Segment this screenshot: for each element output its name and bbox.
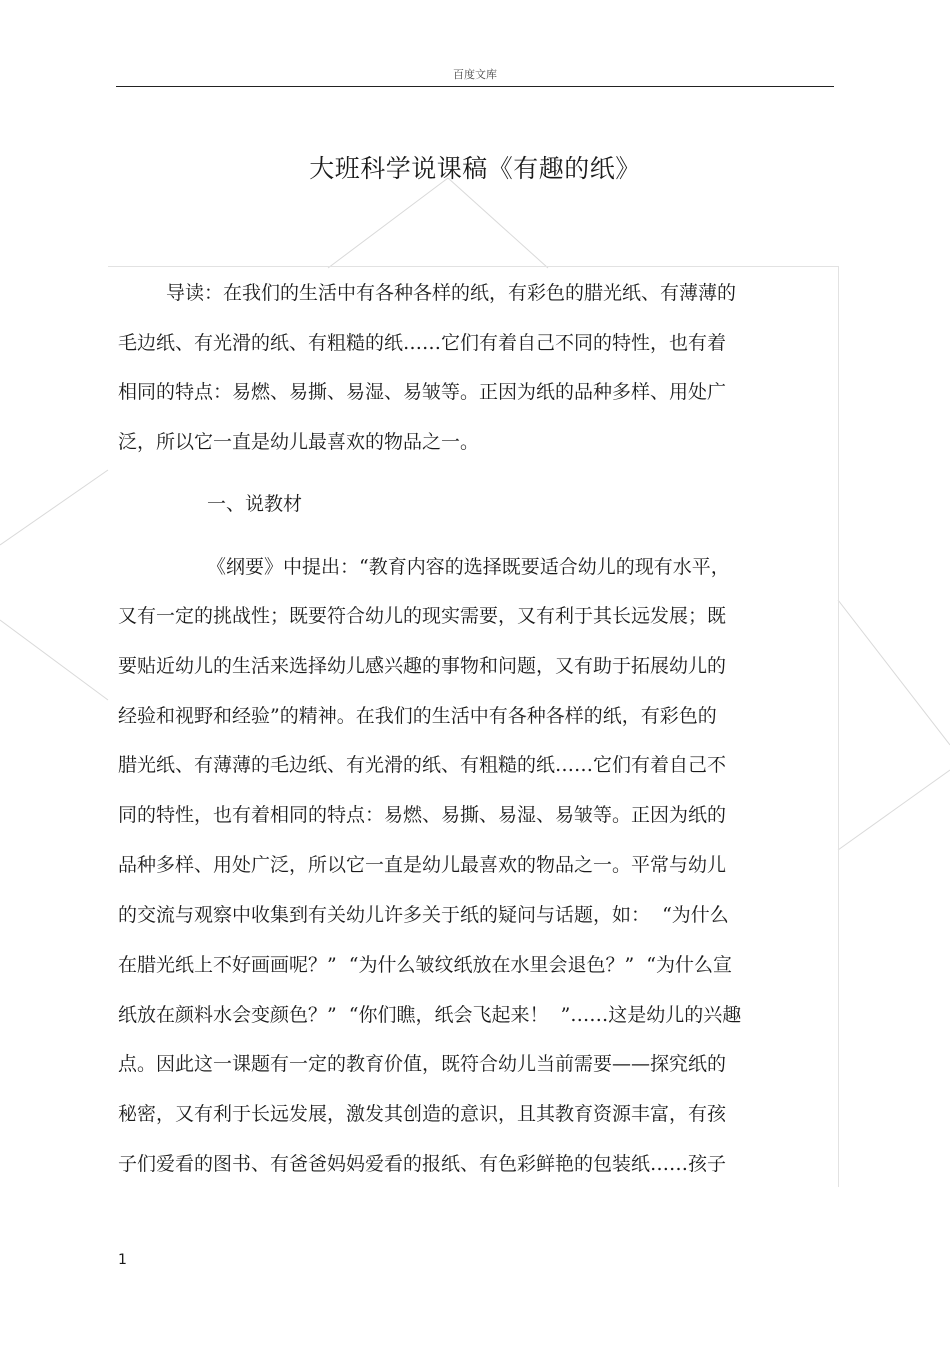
body-line: 子们爱看的图书、有爸爸妈妈爱看的报纸、有色彩鲜艳的包装纸……孩子	[118, 1153, 727, 1175]
body-line: 同的特性，也有着相同的特点：易燃、易撕、易湿、易皱等。正因为纸的	[118, 804, 727, 826]
body-line: 纸放在颜料水会变颜色？” “你们瞧，纸会飞起来！ ”……这是幼儿的兴趣	[118, 1004, 742, 1026]
page-title: 大班科学说课稿《有趣的纸》	[309, 154, 641, 183]
watermark-line	[0, 470, 108, 545]
body-line: 毛边纸、有光滑的纸、有粗糙的纸……它们有着自己不同的特性，也有着	[118, 332, 727, 354]
watermark-line	[838, 770, 950, 850]
body-line: 点。因此这一课题有一定的教育价值，既符合幼儿当前需要——探究纸的	[118, 1053, 727, 1075]
body-line: 的交流与观察中收集到有关幼儿许多关于纸的疑问与话题，如： “为什么	[118, 904, 729, 926]
body-line: 在腊光纸上不好画画呢？” “为什么皱纹纸放在水里会退色？” “为什么宣	[118, 954, 733, 976]
watermark-line	[838, 600, 950, 745]
body-line: 导读：在我们的生活中有各种各样的纸，有彩色的腊光纸、有薄薄的	[166, 282, 737, 304]
body-line: 又有一定的挑战性；既要符合幼儿的现实需要，又有利于其长远发展；既	[118, 605, 727, 627]
body-line: 品种多样、用处广泛，所以它一直是幼儿最喜欢的物品之一。平常与幼儿	[118, 854, 727, 876]
watermark-line	[328, 178, 448, 268]
section-heading: 一、说教材	[207, 493, 303, 515]
body-line: 相同的特点：易燃、易撕、易湿、易皱等。正因为纸的品种多样、用处广	[118, 381, 727, 403]
body-line: 《纲要》中提出：“教育内容的选择既要适合幼儿的现有水平，	[207, 556, 730, 578]
page-number: 1	[118, 1252, 127, 1268]
body-line: 腊光纸、有薄薄的毛边纸、有光滑的纸、有粗糙的纸……它们有着自己不	[118, 754, 727, 776]
header-source: 百度文库	[453, 68, 497, 81]
body-line: 经验和视野和经验”的精神。在我们的生活中有各种各样的纸，有彩色的	[118, 705, 717, 727]
body-line: 泛，所以它一直是幼儿最喜欢的物品之一。	[118, 431, 480, 453]
watermark-line	[448, 178, 548, 268]
body-line: 秘密，又有利于长远发展，激发其创造的意识，且其教育资源丰富，有孩	[118, 1103, 727, 1125]
watermark-line	[0, 620, 108, 700]
body-line: 要贴近幼儿的生活来选择幼儿感兴趣的事物和问题，又有助于拓展幼儿的	[118, 655, 727, 677]
header-divider	[116, 86, 834, 87]
